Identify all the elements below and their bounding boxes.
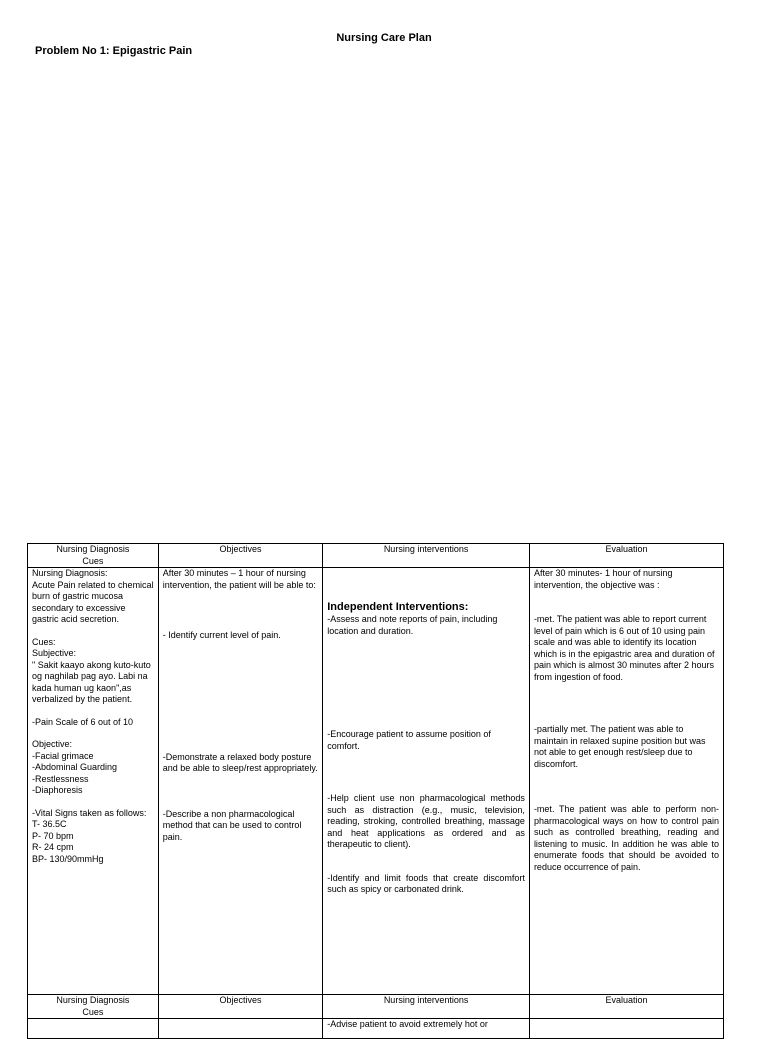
- independent-interventions-heading: Independent Interventions:: [327, 601, 469, 613]
- intervention-item: -Assess and note reports of pain, including location and duration.: [327, 614, 498, 636]
- subjective-cues: Cues: Subjective: " Sakit kaayo akong kuto-kuto og naghilab pag ayo. Labi na kada human ug kaon",as verbalized by the patient.: [32, 636, 151, 704]
- evaluation-item: -met. The patient was able to report current level of pain which is 6 out of 10 using pain scale and was able to identify its location which is in the epigastric area and duration of pain which is almost 30 minutes after 2 hours from ingestion of food.: [533, 614, 715, 682]
- evaluation-item: -met. The patient was able to perform non-pharmacological ways on how to control pain such as controlled breathing, reading and listening to music. In addition he was able to enumerate foods that should be avoided to reduce occurrence of pain.: [533, 804, 719, 872]
- document-title: Nursing Care Plan: [336, 32, 432, 44]
- header-interventions: Nursing interventions: [323, 995, 530, 1019]
- objectives-cell: [158, 1019, 323, 1039]
- header-evaluation: Evaluation: [529, 544, 723, 568]
- header-objectives: Objectives: [158, 995, 323, 1019]
- objective-item: - Identify current level of pain.: [162, 630, 281, 640]
- objectives-cell: [158, 568, 323, 995]
- header-evaluation: Evaluation: [529, 995, 723, 1019]
- evaluation-item: -partially met. The patient was able to maintain in relaxed supine position but was not able to get enough rest/sleep due to discomfort.: [533, 724, 706, 769]
- header-diagnosis-cues: Nursing Diagnosis Cues: [28, 544, 159, 568]
- evaluation-cell: [529, 568, 723, 995]
- interventions-cell: [323, 1019, 530, 1039]
- pain-scale-cue: -Pain Scale of 6 out of 10: [32, 716, 134, 727]
- evaluation-cell: [529, 1019, 723, 1039]
- intervention-item: -Help client use non pharmacological methods such as distraction (e.g., music, television, reading, stroking, controlled breathing, massage and heat applications as ordered and as therapeutic to client).: [327, 793, 525, 849]
- interventions-cell: [323, 568, 530, 995]
- nursing-diagnosis-text: Nursing Diagnosis: Acute Pain related to chemical burn of gastric mucosa secondary to excessive gastric acid secretion.: [32, 568, 154, 624]
- objective-item: -Demonstrate a relaxed body posture and be able to sleep/rest appropriately.: [162, 751, 318, 773]
- objectives-intro: After 30 minutes – 1 hour of nursing intervention, the patient will be able to:: [162, 568, 316, 590]
- vital-signs: -Vital Signs taken as follows: T- 36.5C P- 70 bpm R- 24 cpm BP- 130/90mmHg: [32, 807, 147, 864]
- evaluation-intro: After 30 minutes- 1 hour of nursing intervention, the objective was :: [533, 568, 673, 590]
- care-plan-table: [27, 543, 724, 995]
- intervention-item: -Encourage patient to assume position of comfort.: [327, 729, 491, 751]
- diagnosis-cell: [28, 1019, 159, 1039]
- objective-cues: Objective: -Facial grimace -Abdominal Guarding -Restlessness -Diaphoresis: [32, 739, 118, 795]
- objective-item: -Describe a non pharmacological method that can be used to control pain.: [162, 808, 302, 842]
- table-header-row: [28, 544, 724, 568]
- care-plan-table-continued: [27, 994, 724, 1039]
- header-diagnosis-cues: Nursing Diagnosis Cues: [28, 995, 159, 1019]
- problem-title: Problem No 1: Epigastric Pain: [35, 45, 193, 57]
- intervention-item: -Advise patient to avoid extremely hot or: [327, 1019, 488, 1029]
- table-header-row: [28, 995, 724, 1019]
- table-row: [28, 1019, 724, 1039]
- intervention-item: -Identify and limit foods that create discomfort such as spicy or carbonated drink.: [327, 872, 525, 894]
- table-row: [28, 568, 724, 995]
- header-objectives: Objectives: [158, 544, 323, 568]
- diagnosis-cell: [28, 568, 159, 995]
- header-interventions: Nursing interventions: [323, 544, 530, 568]
